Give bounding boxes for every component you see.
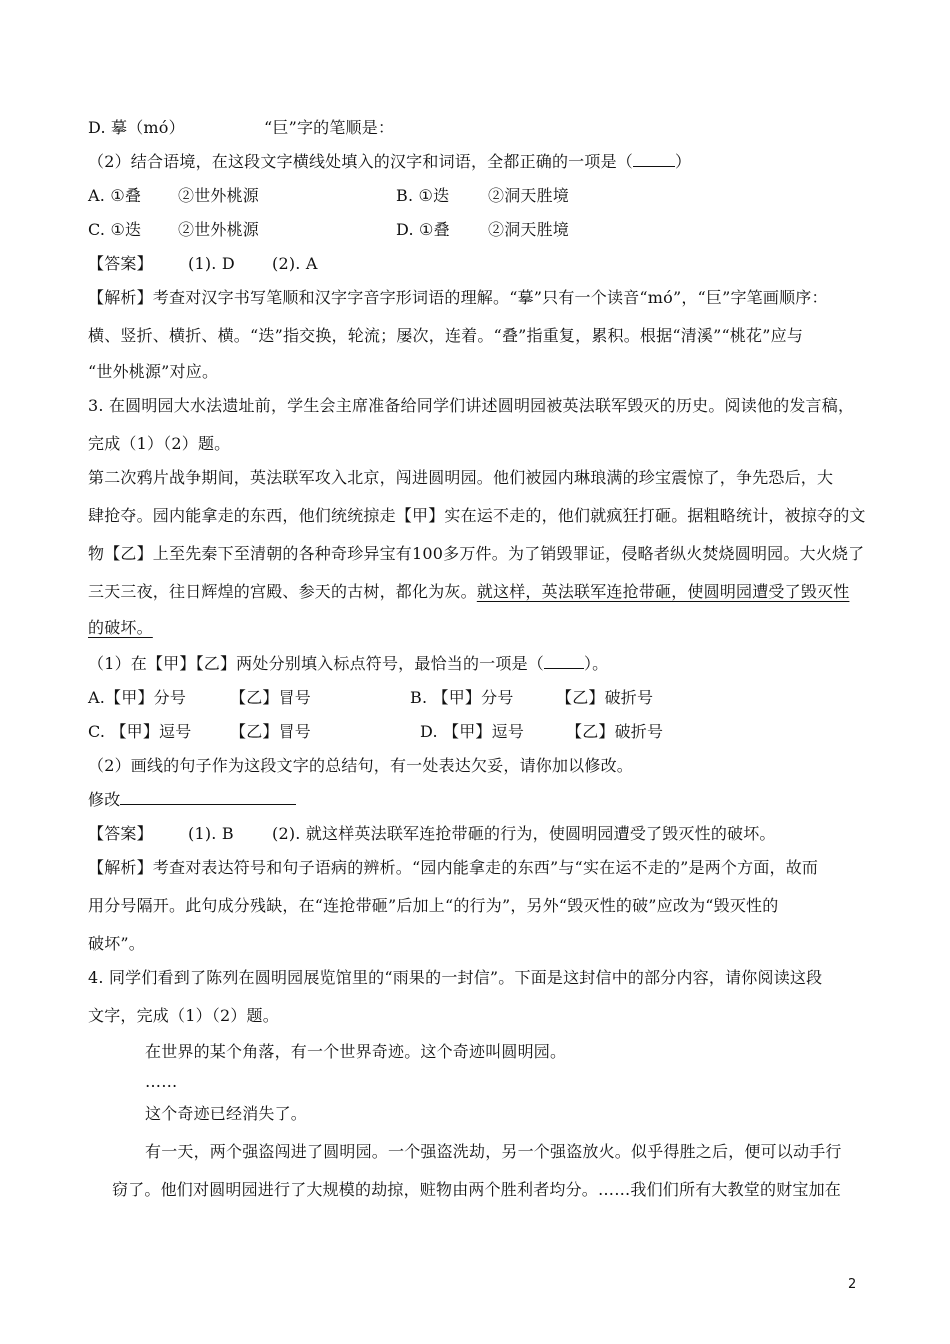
q3-options-cd: C. 【甲】逗号 【乙】冒号 D. 【甲】逗号 【乙】破折号 [88,722,664,741]
q3-stem-2: 完成（1）（2）题。 [88,434,231,453]
answer-blank [544,668,584,669]
q2-analysis-3: “世外桃源”对应。 [88,362,219,381]
q3-analysis-1: 【解析】考查对表达符号和句子语病的辨析。“园内能拿走的东西”与“实在运不走的”是两个方面，故而 [88,858,819,877]
q3-analysis-2: 用分号隔开。此句成分残缺，在“连抢带砸”后加上“的行为”，另外“毁灭性的破”应改为“毁灭性的 [88,896,779,915]
q2-analysis-2: 横、竖折、横折、横。“迭”指交换，轮流；屡次，连着。“叠”指重复，累积。根据“清溪”“桃花”应与 [88,326,804,345]
page-number: 2 [848,1277,857,1292]
q3-passage-5 [88,618,153,638]
q4-letter-5: 窃了。他们对圆明园进行了大规模的劫掠，赃物由两个胜利者均分。……我们们所有大教堂的财宝加在 [112,1180,842,1199]
q4-letter-4: 有一天，两个强盗闯进了圆明园。一个强盗洗劫，另一个强盗放火。似乎得胜之后，便可以动手行 [145,1142,842,1161]
answer-blank [633,166,675,167]
underlined-sentence-end: 的破坏。 [88,618,153,637]
q4-letter-2: …… [145,1072,178,1091]
q3-revise: 修改 [88,790,296,810]
q3-stem-1: 3. 在圆明园大水法遗址前，学生会主席准备给同学们讲述圆明园被英法联军毁灭的历史。阅读他的发言稿， [88,396,855,415]
q2-answer: 【答案】 (1). D (2). A [88,254,318,273]
underlined-sentence: 就这样，英法联军连抢带砸，使圆明园遭受了毁灭性 [476,582,850,601]
q2-analysis-1: 【解析】考查对汉字书写笔顺和汉字字音字形词语的理解。“摹”只有一个读音“mó”，“巨”字笔画顺序： [88,288,828,307]
option-d: D. 摹（mó） [88,118,185,137]
q3-analysis-3: 破坏”。 [88,934,145,953]
q2-options-ab: A. ①叠 ②世外桃源 B. ①迭 ②洞天胜境 [88,186,570,205]
option-d-line [88,118,395,138]
q3-options-ab: A.【甲】分号 【乙】冒号 B. 【甲】分号 【乙】破折号 [88,688,654,707]
q2-sub2: （2）结合语境，在这段文字横线处填入的汉字和词语，全都正确的一项是（ ） [88,152,692,171]
q3-passage-2: 肆抢夺。园内能拿走的东西，他们统统掠走【甲】实在运不走的，他们就疯狂打砸。据粗略统计，被掠夺的文 [88,506,866,525]
q4-letter-3: 这个奇迹已经消失了。 [145,1104,308,1123]
q3-answer: 【答案】 (1). B (2). 就这样英法联军连抢带砸的行为，使圆明园遭受了毁灭性的破坏。 [88,824,776,843]
stroke-order-note: “巨”字的笔顺是： [264,118,395,137]
q4-letter-1: 在世界的某个角落，有一个世界奇迹。这个奇迹叫圆明园。 [145,1042,567,1061]
q3-sub2: （2）画线的句子作为这段文字的总结句，有一处表达欠妥，请你加以修改。 [88,756,633,775]
q4-stem-2: 文字，完成（1）（2）题。 [88,1006,279,1025]
q2-options-cd: C. ①迭 ②世外桃源 D. ①叠 ②洞天胜境 [88,220,570,239]
q3-passage-1: 第二次鸦片战争期间，英法联军攻入北京，闯进圆明园。他们被园内琳琅满的珍宝震惊了，争先恐后，大 [88,468,834,487]
q3-passage-3: 物【乙】上至先秦下至清朝的各种奇珍异宝有100多万件。为了销毁罪证，侵略者纵火焚烧圆明园。大火烧了 [88,544,865,563]
revise-blank [120,804,296,805]
q3-passage-4: 三天三夜，往日辉煌的宫殿、参天的古树，都化为灰。就这样，英法联军连抢带砸，使圆明园遭受了毁灭性 [88,582,850,601]
q3-sub1: （1）在【甲】【乙】两处分别填入标点符号，最恰当的一项是（ ）。 [88,654,609,673]
q4-stem-1: 4. 同学们看到了陈列在圆明园展览馆里的“雨果的一封信”。下面是这封信中的部分内容，请你阅读这段 [88,968,823,987]
